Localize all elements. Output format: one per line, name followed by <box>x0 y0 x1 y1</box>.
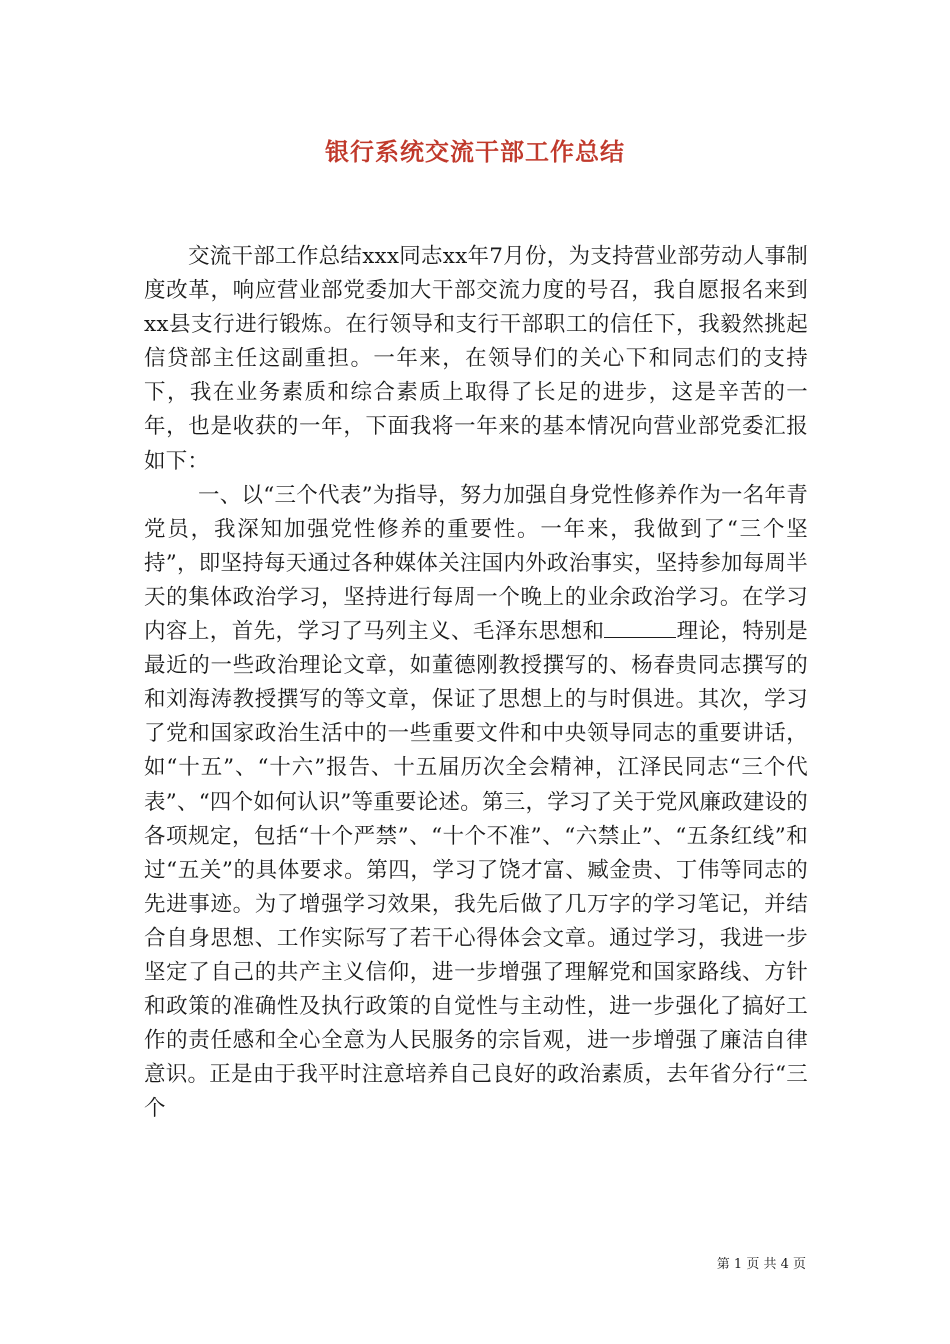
document-body <box>144 240 808 1126</box>
paragraph-section-one-part1: 一、以“三个代表”为指导，努力加强自身党性修养作为一名年青党员，我深知加强党性修养的重要性。一年来，我做到了“三个坚持”，即坚持每天通过各种媒体关注国内外政治事实，坚持参加每周半天的集体政治学习，坚持进行每周一个晚上的业余政治学习。在学习内容上，首先，学习了马列主义、毛泽东思想和 <box>144 482 808 645</box>
page-number: 第 1 页 共 4 页 <box>716 1257 806 1272</box>
paragraph-intro: 交流干部工作总结xxx同志xx年7月份，为支持营业部劳动人事制度改革，响应营业部党委加大干部交流力度的号召，我自愿报名来到xx县支行进行锻炼。在行领导和支行干部职工的信任下，我毅然挑起信贷部主任这副重担。一年来，在领导们的关心下和同志们的支持下，我在业务素质和综合素质上取得了长足的进步，这是辛苦的一年，也是收获的一年，下面我将一年来的基本情况向营业部党委汇报如下： <box>144 244 808 474</box>
paragraph-section-one-part2: 理论，特别是最近的一些政治理论文章，如董德刚教授撰写的、杨春贵同志撰写的和刘海涛教授撰写的等文章，保证了思想上的与时俱进。其次，学习了党和国家政治生活中的一些重要文件和中央领导同志的重要讲话，如“十五”、“十六”报告、十五届历次全会精神，江泽民同志“三个代表”、“四个如何认识”等重要论述。第三，学习了关于党风廉政建设的各项规定，包括“十个严禁”、“十个不准”、“六禁止”、“五条红线”和过“五关”的具体要求。第四，学习了饶才富、臧金贵、丁伟等同志的先进事迹。为了增强学习效果，我先后做了几万字的学习笔记，并结合自身思想、工作实际写了若干心得体会文章。通过学习，我进一步坚定了自己的共产主义信仰，进一步增强了理解党和国家路线、方针和政策的准确性及执行政策的自觉性与主动性，进一步强化了搞好工作的责任感和全心全意为人民服务的宗旨观，进一步增强了廉洁自律意识。正是由于我平时注意培养自己良好的政治素质，去年省分行“三个 <box>144 619 809 1122</box>
paragraph-section-one <box>144 479 808 1127</box>
document-title: 银行系统交流干部工作总结 <box>325 137 625 166</box>
blank-underline <box>604 619 676 638</box>
